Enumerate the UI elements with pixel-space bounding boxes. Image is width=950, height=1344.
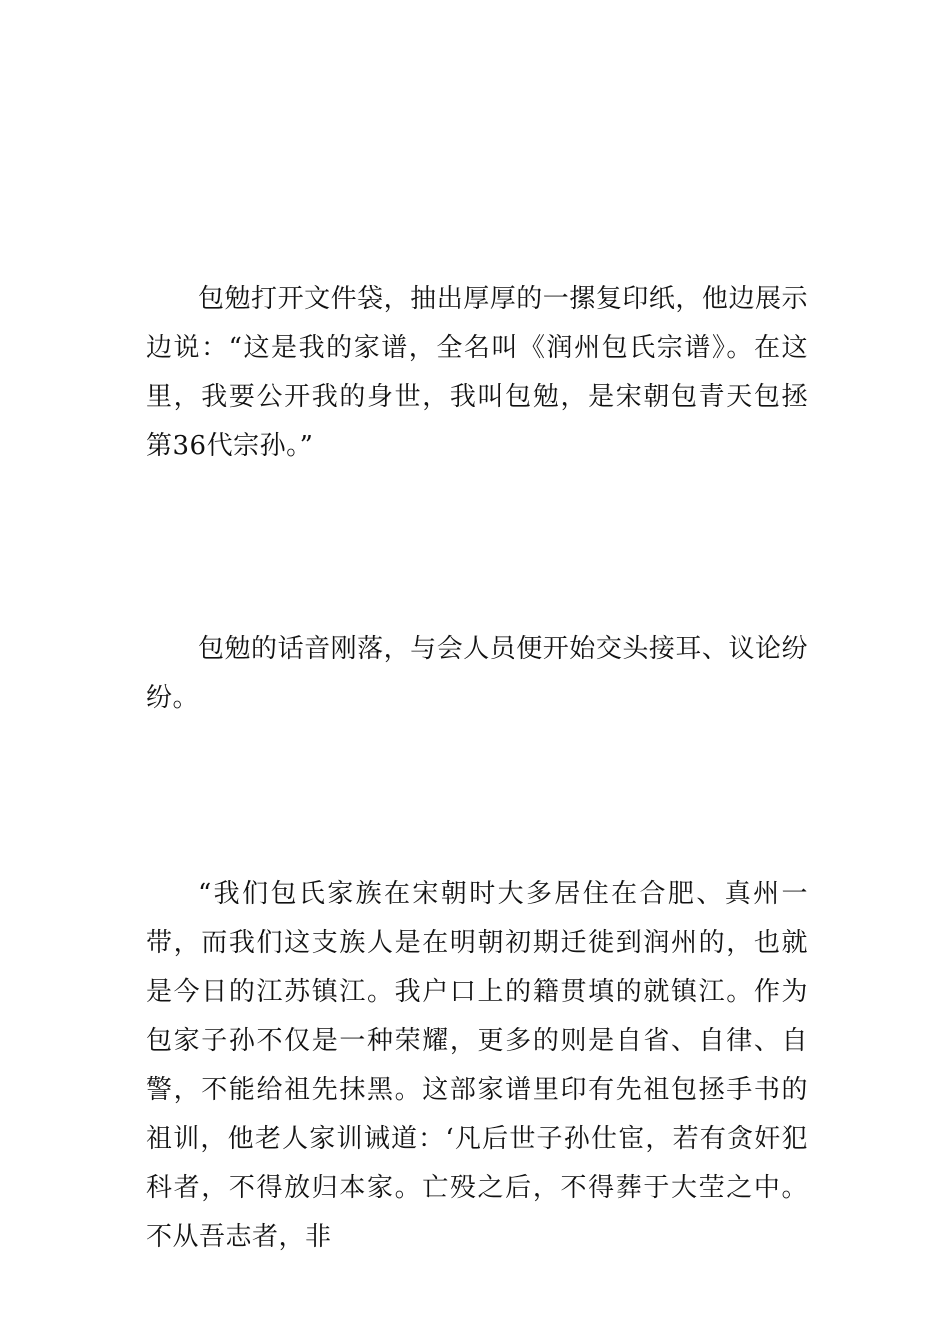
paragraph-audience-reaction: 包勉的话音刚落，与会人员便开始交头接耳、议论纷纷。: [146, 634, 808, 713]
paragraph-family-motto: “我们包氏家族在宋朝时大多居住在合肥、真州一带，而我们这支族人是在明朝初期迁徙到润州的，也就是今日的江苏镇江。我户口上的籍贯填的就镇江。作为包家子孙不仅是一种荣耀，更多的则是自省、自律、自警，不能给祖先抹黑。这部家谱里印有先祖包拯手书的祖训，他老人家训诫道：‘凡后世子孙仕宦，若有贪奸犯科者，不得放归本家。亡殁之后，不得葬于大茔之中。不从吾志者，非: [146, 879, 808, 1252]
paragraph-genealogy-intro: 包勉打开文件袋，抽出厚厚的一摞复印纸，他边展示边说：“这是我的家谱，全名叫《润州包氏宗谱》。在这里，我要公开我的身世，我叫包勉，是宋朝包青天包拯第36代宗孙。”: [146, 284, 808, 461]
